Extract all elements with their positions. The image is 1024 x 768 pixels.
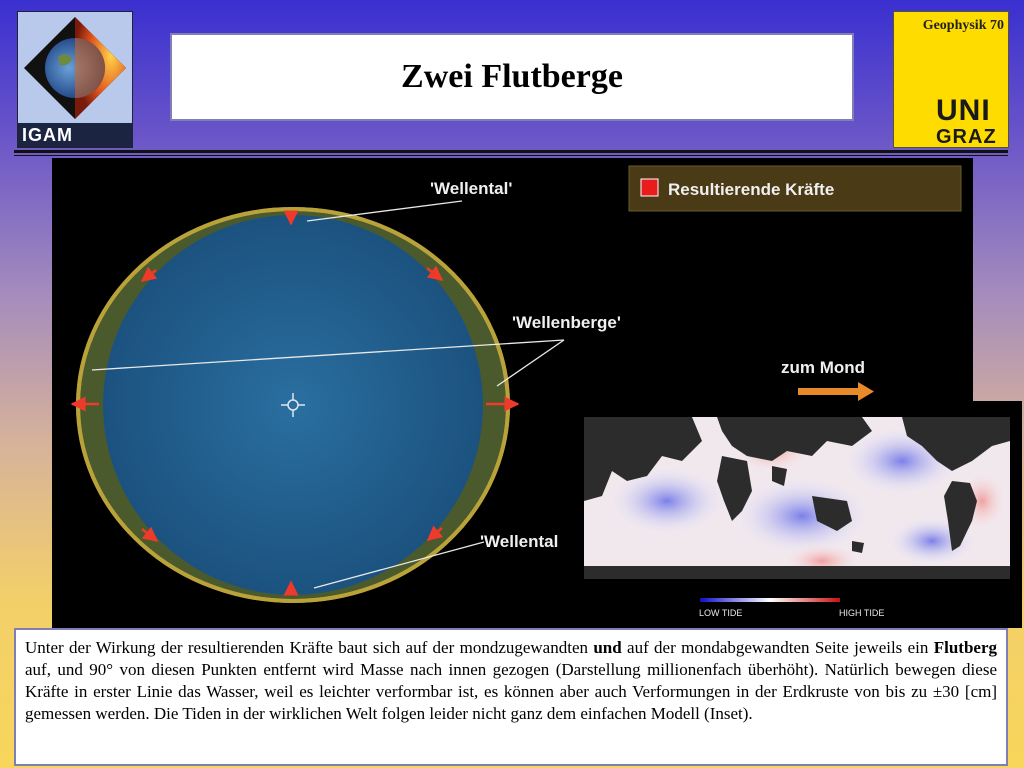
label-wellental-bottom: 'Wellental xyxy=(480,532,559,551)
tide-model-inset xyxy=(572,401,1022,628)
uni-graz-logo xyxy=(893,11,1009,148)
body-bold-flutberg: Flutberg xyxy=(933,638,998,657)
uni-logo-text: UNI xyxy=(936,94,991,127)
page-label: Geophysik 70 xyxy=(922,18,1004,33)
high-tide-label: HIGH TIDE xyxy=(839,608,885,618)
body-text-1: Unter der Wirkung der resultierenden Kräfte baut sich auf der mondzugewandten xyxy=(25,638,594,657)
moon-direction-arrow-icon xyxy=(798,382,874,401)
header-divider-thin xyxy=(14,155,1008,156)
legend xyxy=(629,166,961,211)
earth-circle xyxy=(103,215,483,595)
label-zum-mond: zum Mond xyxy=(781,358,866,377)
legend-label: Resultierende Kräfte xyxy=(668,180,835,199)
title-box xyxy=(170,33,854,121)
body-bold-und: und xyxy=(593,638,622,657)
label-wellental-top: 'Wellental' xyxy=(430,179,513,198)
low-tide-label: LOW TIDE xyxy=(699,608,743,618)
label-wellenberge: 'Wellenberge' xyxy=(512,313,621,332)
igam-logo-text: IGAM xyxy=(18,123,132,147)
tide-color-bar xyxy=(700,598,840,602)
page-title: Zwei Flutberge xyxy=(401,58,623,95)
graz-logo-text: GRAZ xyxy=(936,126,997,148)
world-tide-map xyxy=(572,401,1022,628)
igam-logo xyxy=(17,11,133,148)
description-text xyxy=(14,628,1008,766)
header-divider xyxy=(14,150,1008,153)
earth-sun-logo-icon xyxy=(18,12,132,123)
body-text-3: auf, und 90° von diesen Punkten entfernt wird Masse nach innen gezogen (Darstellung millionenfach überhöht). Natürlich bewegen diese Kräfte in erster Linie das Wasser, weil es leichter verformbar ist, es können aber auch Verformungen in der Erdkruste von bis zu ±30 [cm] gemessen werden. Die Tiden in der wirklichen Welt folgen leider nicht ganz dem einfachen Modell (Inset). xyxy=(25,660,997,723)
body-text-2: auf der mondabgewandten Seite jeweils ein xyxy=(621,638,934,657)
legend-swatch xyxy=(641,179,658,196)
